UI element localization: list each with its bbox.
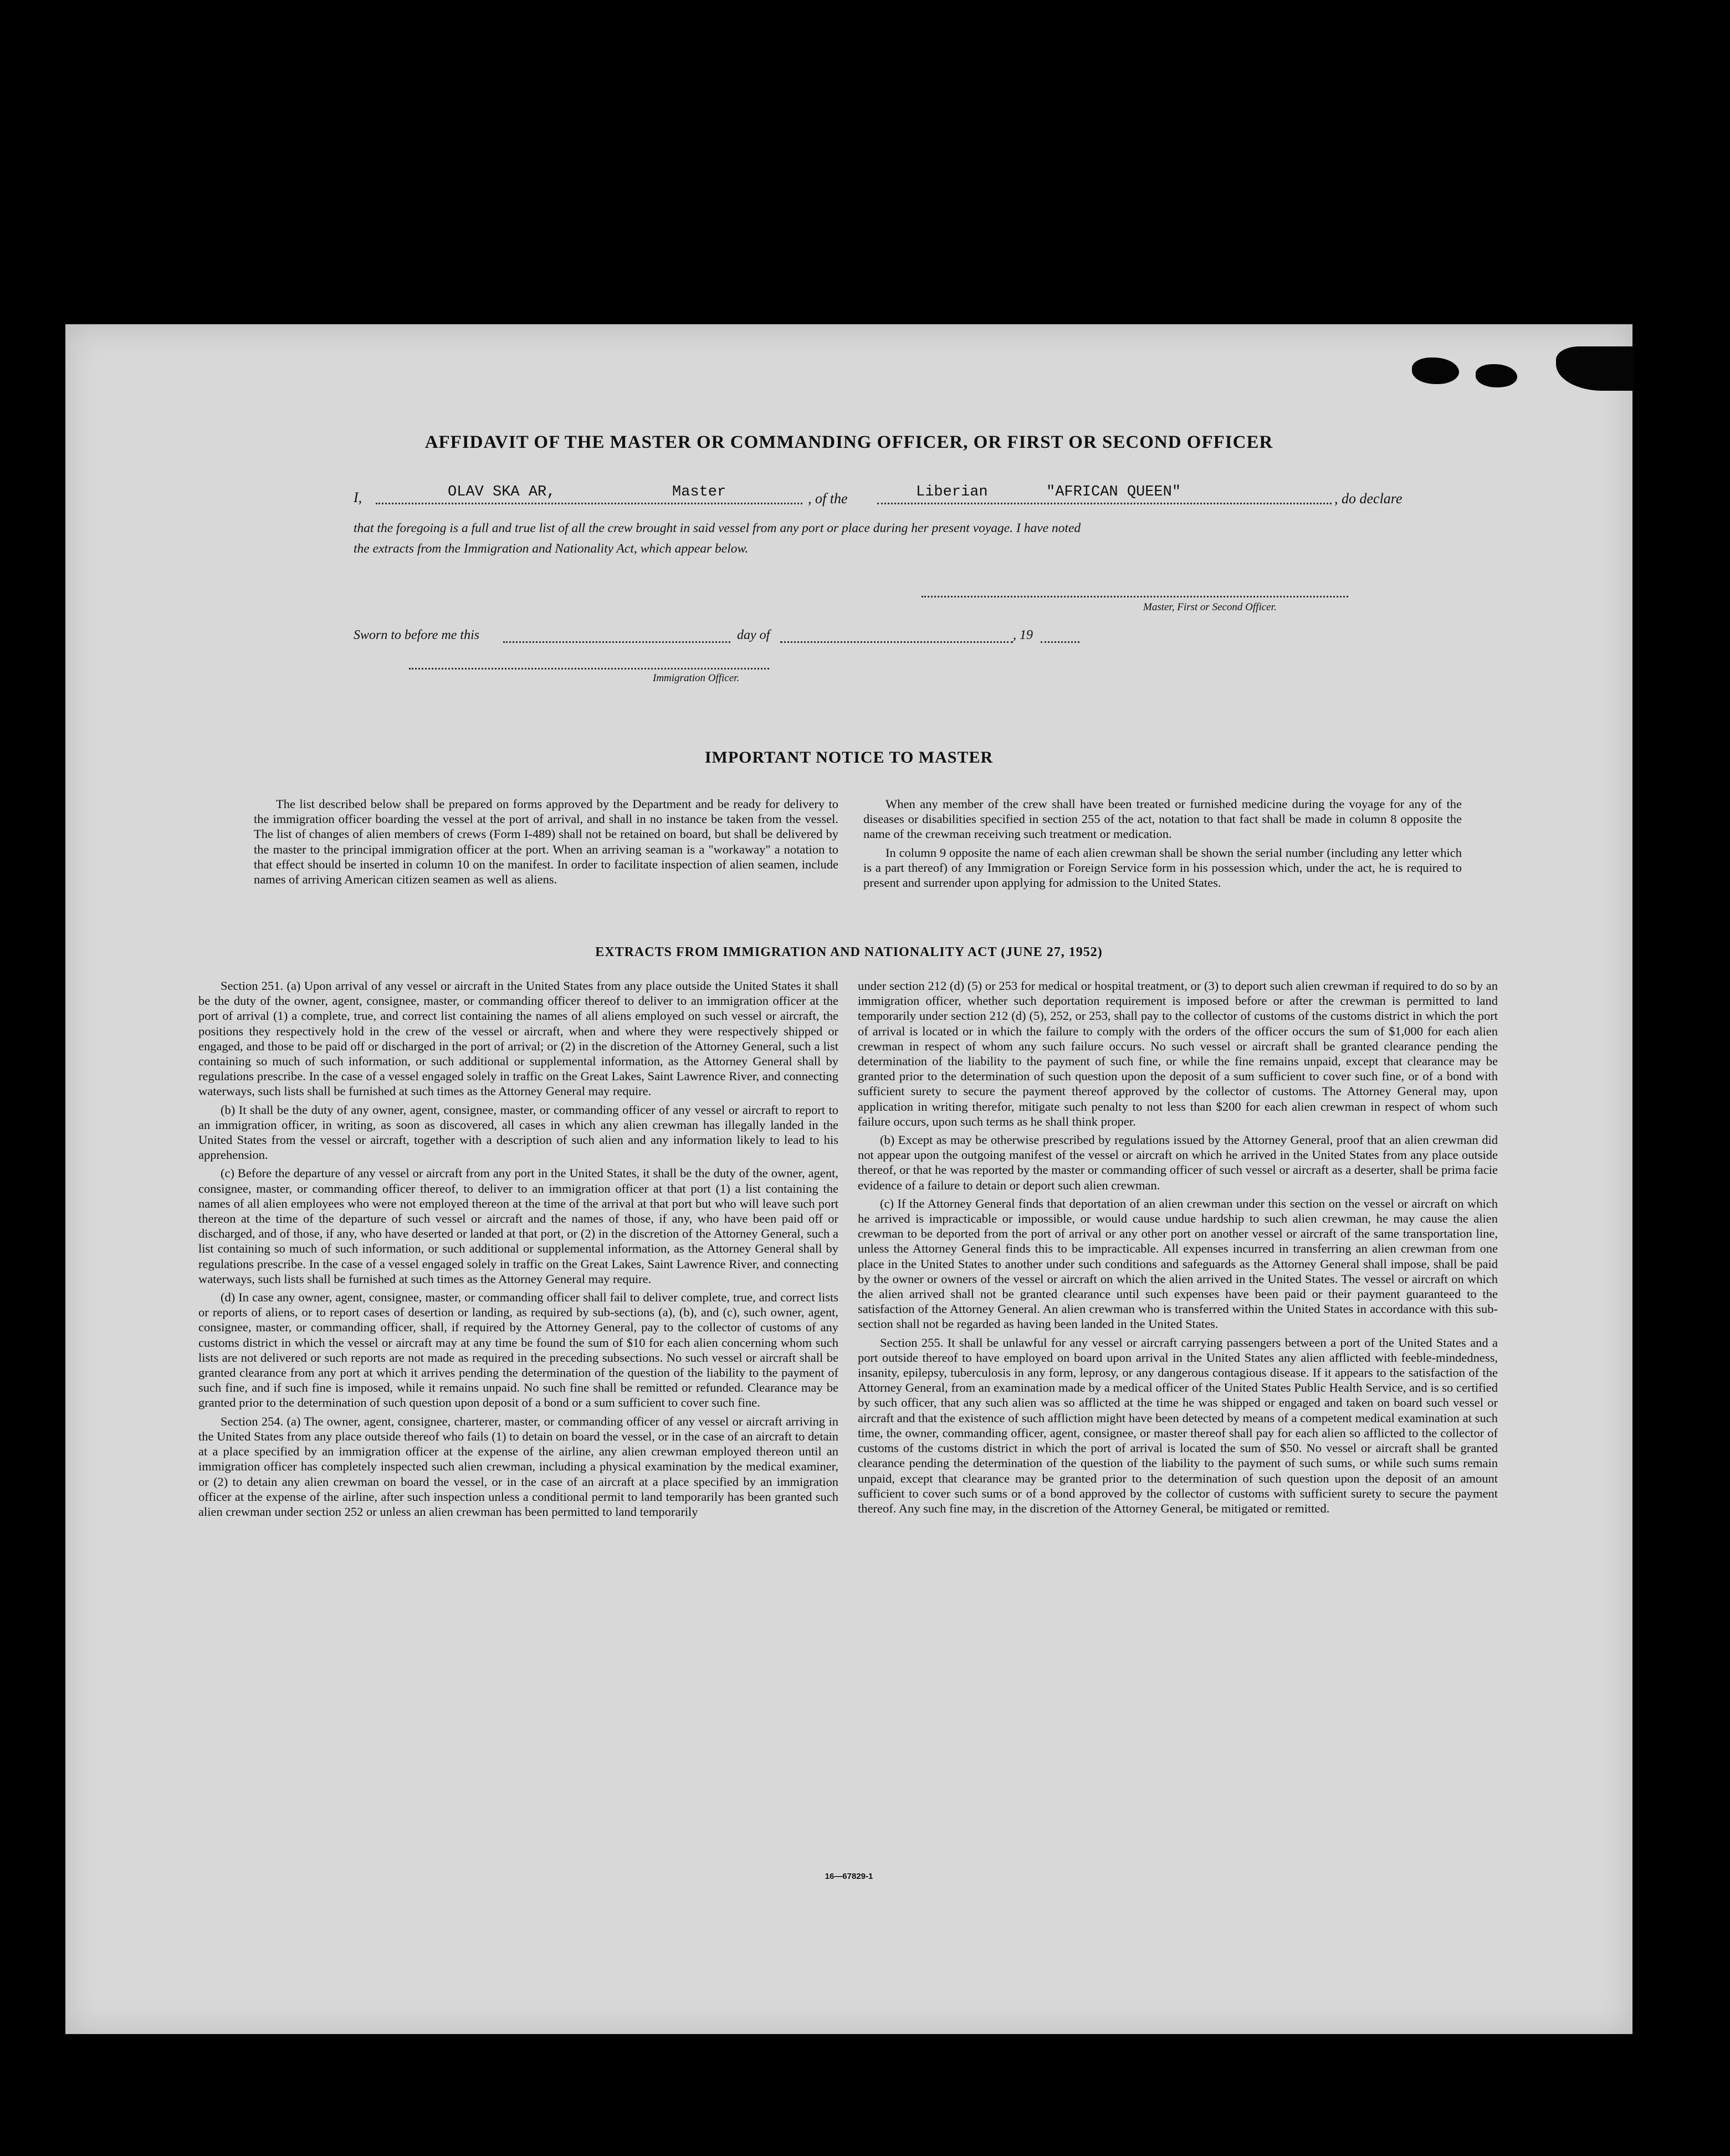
sworn-month-blank	[780, 641, 1013, 643]
statement-line-1: that the foregoing is a full and true list of all the crew brought in said vessel from any port or place during her present voyage. I have noted	[354, 521, 1081, 535]
master-rank: Master	[672, 484, 726, 500]
notice-title: IMPORTANT NOTICE TO MASTER	[704, 748, 994, 767]
immigration-officer-line	[409, 668, 769, 670]
extract-left-paragraph: Section 254. (a) The owner, agent, consignee, charterer, master, or commanding officer of any vessel or aircraft arriving in the United States from any place outside thereof who fails (1) to detain on board the vessel, or in the case of an aircraft to detain at a place specified by an immigration officer at the expense of the airline, any alien crewman employed thereon until an immigration officer has completely inspected such alien crewman, including a physical examination by the medical examiner, or (2) to detain any alien crewman on board the vessel, or in the case of an aircraft at a place specified by an immigration officer at the expense of the airline, after such inspection unless a conditional permit to land temporarily has been granted such alien crewman under section 252 or unless an alien crewman has been permitted to land temporarily	[198, 1414, 838, 1519]
extract-left-paragraph: Section 251. (a) Upon arrival of any vessel or aircraft in the United States from any place outside the United States it shall be the duty of the owner, agent, consignee, master, or commanding officer thereof to deliver to an immigration officer at the port of arrival (1) a complete, true, and correct list containing the names of all aliens employed on such vessel or aircraft, the positions they respectively hold in the crew of the vessel or aircraft, when and where they were respectively shipped or engaged, and those to be paid off or discharged in the port of arrival; or (2) in the discretion of the Attorney General, such a list containing so much of such information, or such additional or supplemental information, as the Attorney General shall by regulations prescribe. In the case of a vessel engaged solely in traffic on the Great Lakes, Saint Lawrence River, and connecting waterways, such lists shall be furnished at such times as the Attorney General may require.	[198, 979, 838, 1099]
sworn-label: Sworn to before me this	[354, 628, 480, 642]
immigration-officer-caption: Immigration Officer.	[653, 672, 740, 684]
ink-blot-1	[1412, 357, 1459, 384]
extract-left-paragraph: (b) It shall be the duty of any owner, agent, consignee, master, or commanding officer of any vessel or aircraft to report to an immigration officer, in writing, as soon as discovered, all cases in which any alien crewman has illegally landed in the United States from the vessel or aircraft, together with a description of such alien and any information likely to lead to his apprehension.	[198, 1102, 838, 1162]
signature-caption: Master, First or Second Officer.	[1143, 601, 1277, 613]
notice-left-column	[254, 796, 838, 890]
name-blank	[376, 503, 802, 504]
form-number: 16—67829-1	[825, 1872, 873, 1881]
affidavit-title: AFFIDAVIT OF THE MASTER OR COMMANDING OFFICER, OR FIRST OR SECOND OFFICER	[424, 432, 1273, 452]
extract-left-paragraph: (d) In case any owner, agent, consignee, master, or commanding officer shall fail to deliver complete, true, and correct lists or reports of aliens, or to report cases of desertion or landing, as required by sub-sections (a), (b), and (c), such owner, agent, consignee, master, or commanding officer, shall, if required by the Attorney General, pay to the collector of customs of any customs district in which the vessel or aircraft may at any time be found the sum of $10 for each alien concerning whom such lists are not delivered or such reports are not made as required in the preceding subsections. No such vessel or aircraft shall be granted clearance from any port at which it arrives pending the determination of the question of the liability to the payment of such fine, and if such fine is imposed, while it remains unpaid. No such fine shall be remitted or refunded. Clearance may be granted prior to the determination of such question upon deposit of a bond or a sum sufficient to cover such fine.	[198, 1290, 838, 1410]
signature-line	[922, 596, 1348, 597]
extracts-right-column	[858, 978, 1498, 1519]
year-label: , 19	[1013, 628, 1033, 642]
extract-left-paragraph: (c) Before the departure of any vessel or aircraft from any port in the United States, it shall be the duty of the owner, agent, consignee, master, or commanding officer thereof, to deliver to an immigration officer at that port (1) a list containing the names of all alien employees who were not employed thereon at the time of the arrival at that port but who will leave such port thereon at the time of the departure of such vessel or aircraft and the names of those, if any, who have been paid off or discharged, and of those, if any, who have deserted or landed at that port, or (2) in the discretion of the Attorney General, such a list containing so much of such information, or such additional or supplemental information, as the Attorney General shall by regulations prescribe. In the case of a vessel engaged solely in traffic on the Great Lakes, Saint Lawrence River, and connecting waterways, such lists shall be furnished at such times as the Attorney General may require.	[198, 1166, 838, 1286]
extract-right-paragraph: (b) Except as may be otherwise prescribed by regulations issued by the Attorney General, proof that an alien crewman did not appear upon the outgoing manifest of the vessel or aircraft on which he arrived in the United States from any place outside thereof, or that he was reported by the master or commanding officer of such vessel or aircraft as a deserter, shall be prima facie evidence of a failure to detain or deport such alien crewman.	[858, 1133, 1498, 1192]
notice-right-paragraph-2: In column 9 opposite the name of each alien crewman shall be shown the serial number (including any letter which is a part thereof) of any Immigration or Foreign Service form in his possession which, under the act, he is required to present and surrender upon applying for admission to the United States.	[863, 845, 1462, 890]
vessel-blank	[877, 503, 1332, 504]
extract-right-paragraph: Section 255. It shall be unlawful for any vessel or aircraft carrying passengers between a port of the United States and a port outside thereof to have employed on board upon arrival in the United States any alien afflicted with feeble-mindedness, insanity, epilepsy, tuberculosis in any form, leprosy, or any dangerous contagious disease. If it appears to the satisfaction of the Attorney General, from an examination made by a medical officer of the United States Public Health Service, and is so certified by such officer, that any such alien was so afflicted at the time he was shipped or engaged and taken on board such vessel or aircraft and that the existence of such affliction might have been detected by means of a competent medical examination at such time, the owner, commanding officer, agent, consignee, or master thereof shall pay for each alien so afflicted to the collector of customs of the customs district in which the port of arrival is located the sum of $50. No vessel or aircraft shall be granted clearance pending the determination of the question of the liability to the payment of such sums, or while such sums remain unpaid, except that clearance may be granted prior to the determination of such question upon the deposit of an amount sufficient to cover such sums or of a bond approved by the collector of customs with sufficient surety to secure the payment thereof. Any such fine may, in the discretion of the Attorney General, be mitigated or remitted.	[858, 1335, 1498, 1515]
declaration-prefix: I,	[354, 489, 362, 505]
sworn-day-blank	[503, 641, 730, 643]
statement-line-2: the extracts from the Immigration and Nationality Act, which appear below.	[354, 541, 749, 556]
ink-blot-2	[1476, 364, 1517, 387]
master-name: OLAV SKA AR,	[448, 484, 556, 500]
vessel-flag: Liberian	[916, 484, 988, 500]
day-of-label: day of	[737, 628, 770, 642]
extracts-left-column	[198, 978, 838, 1523]
notice-right-paragraph-1: When any member of the crew shall have been treated or furnished medicine during the voyage for any of the diseases or disabilities specified in section 255 of the act, notation to that fact shall be made in column 8 opposite the name of the crewman receiving such treatment or medication.	[863, 797, 1462, 841]
extract-right-paragraph: (c) If the Attorney General finds that deportation of an alien crewman under this section on the vessel or aircraft on which he arrived is impracticable or impossible, or would cause undue hardship to such alien crewman, he may cause the alien crewman to be deported from the port of arrival or any other port on another vessel or aircraft of the same transportation line, unless the Attorney General finds this to be impracticable. All expenses incurred in transferring an alien crewman from one place in the United States to another under such conditions and safeguards as the Attorney General shall impose, shall be paid by the owner or owners of the vessel or aircraft on which the alien arrived in the United States. The vessel or aircraft on which the alien arrived shall not be granted clearance until such expenses have been paid or their payment guaranteed to the satisfaction of the Attorney General. An alien crewman who is transferred within the United States in accordance with this sub-section shall not be regarded as having been landed in the United States.	[858, 1196, 1498, 1331]
do-declare-label: , do declare	[1334, 491, 1403, 507]
ink-blot-3	[1556, 346, 1634, 391]
of-the-label: , of the	[808, 491, 848, 507]
notice-left-paragraph: The list described below shall be prepared on forms approved by the Department and be ready for delivery to the immigration officer boarding the vessel at the port of arrival, and shall in no instance be taken from the vessel. The list of changes of alien members of crews (Form I-489) shall not be retained on board, but shall be delivered by the master to the principal immigration officer at the port. When an arriving seaman is a "workaway" a notation to that effect should be inserted in column 10 on the manifest. In order to facilitate inspection of alien seamen, include names of arriving American citizen seamen as well as aliens.	[254, 797, 838, 887]
document-page	[65, 324, 1632, 2034]
vessel-name: "AFRICAN QUEEN"	[1046, 484, 1181, 500]
sworn-year-blank	[1041, 641, 1079, 643]
extracts-title: EXTRACTS FROM IMMIGRATION AND NATIONALITY ACT (JUNE 27, 1952)	[595, 945, 1103, 959]
notice-right-column	[863, 796, 1462, 893]
extract-right-paragraph: under section 212 (d) (5) or 253 for medical or hospital treatment, or (3) to deport such alien crewman if required to do so by an immigration officer, whether such deportation requirement is imposed before or after the crewman is permitted to land temporarily under section 212 (d) (5), 252, or 253, shall pay to the collector of customs of the customs district in which the port of arrival is located or in which the failure to comply with the orders of the officer occurs the sum of $1,000 for each alien crewman in respect of whom any such failure occurs. No such vessel or aircraft shall be granted clearance pending the determination of the liability to the payment of such fine, or while the fine remains unpaid, except that clearance may be granted prior to the determination of such question upon the deposit of a sum sufficient to cover such fine, or of a bond with sufficient surety to secure the payment thereof approved by the collector of customs. The Attorney General may, upon application in writing therefor, mitigate such penalty to not less than $200 for each alien crewman in respect of whom such failure occurs, upon such terms as he shall think proper.	[858, 979, 1498, 1128]
